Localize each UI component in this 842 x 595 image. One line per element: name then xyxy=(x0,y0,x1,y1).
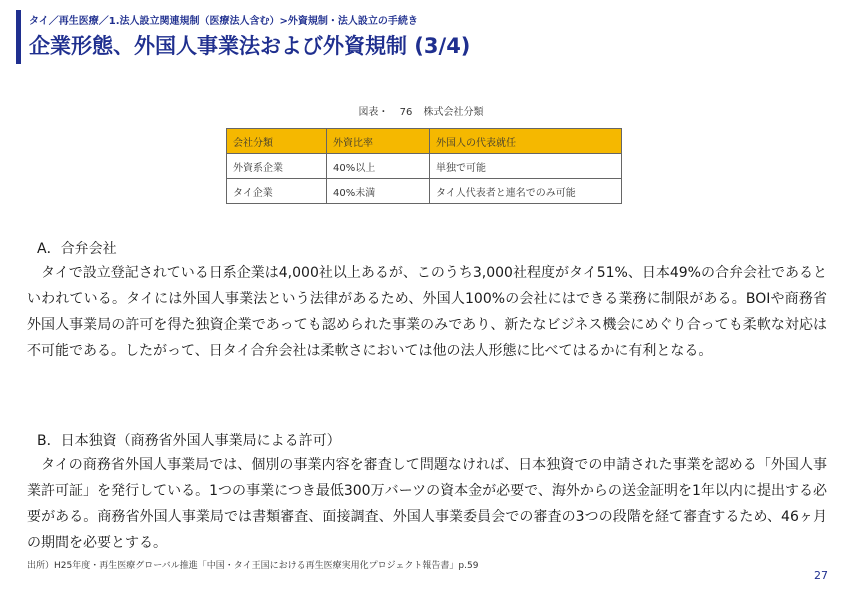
table-row xyxy=(227,154,622,179)
table-header-row xyxy=(227,129,622,154)
table-cell: 40%以上 xyxy=(327,154,430,179)
section-a-body: タイで設立登記されている日系企業は4,000社以上あるが、このうち3,000社程度がタイ51%、日本49%の合弁会社であるといわれている。タイには外国人事業法という法律があるため、外国人100%の会社にはできる業務に制限がある。BOIや商務省外国人事業局の許可を得た独資企業であっても認められた事業のみであり、新たなビジネス機会にめぐり合っても柔軟な対応は不可能である。したがって、日タイ合弁会社は柔軟さにおいては他の法人形態に比べてはるかに有利となる。 xyxy=(27,265,827,359)
figure-name: 株式会社分類 xyxy=(423,107,484,118)
table-cell: タイ人代表者と連名でのみ可能 xyxy=(430,179,622,204)
source-note: 出所）H25年度・再生医療グローバル推進「中国・タイ王国における再生医療実用化プロジェクト報告書」p.59 xyxy=(27,561,479,571)
table-cell: 40%未満 xyxy=(327,179,430,204)
figure-number: 76 xyxy=(399,107,413,118)
table-header-cell: 会社分類 xyxy=(227,129,327,154)
table-cell: タイ企業 xyxy=(227,179,327,204)
section-b-body: タイの商務省外国人事業局では、個別の事業内容を審査して問題なければ、日本独資での申請された事業を認める「外国人事業許可証」を発行している。1つの事業につき最低300万バーツの資本金が必要で、海外からの送金証明を1年以内に提出する必要がある。商務省外国人事業局では書類審査、面接調査、外国人事業委員会での審査の3つの段階を経て審査するため、46ヶ月の期間を必要とする。 xyxy=(27,457,827,551)
table-cell: 単独で可能 xyxy=(430,154,622,179)
figure-caption xyxy=(0,103,842,118)
figure-label: 図表・ xyxy=(358,107,389,118)
table-cell: 外資系企業 xyxy=(227,154,327,179)
company-classification-table xyxy=(226,128,622,204)
page-title: 企業形態、外国人事業法および外資規制 (3/4) xyxy=(29,34,471,58)
section-a-heading: A．合弁会社 xyxy=(37,241,117,257)
table-row xyxy=(227,179,622,204)
section-b-heading: B．日本独資（商務省外国人事業局による許可） xyxy=(37,433,341,449)
table-header-cell: 外国人の代表就任 xyxy=(430,129,622,154)
page-number: 27 xyxy=(814,569,828,582)
breadcrumb: タイ／再生医療／1.法人設立関連規制（医療法人含む）>外資規制・法人設立の手続き xyxy=(29,16,418,27)
table-header-cell: 外資比率 xyxy=(327,129,430,154)
title-accent-bar xyxy=(16,10,21,64)
